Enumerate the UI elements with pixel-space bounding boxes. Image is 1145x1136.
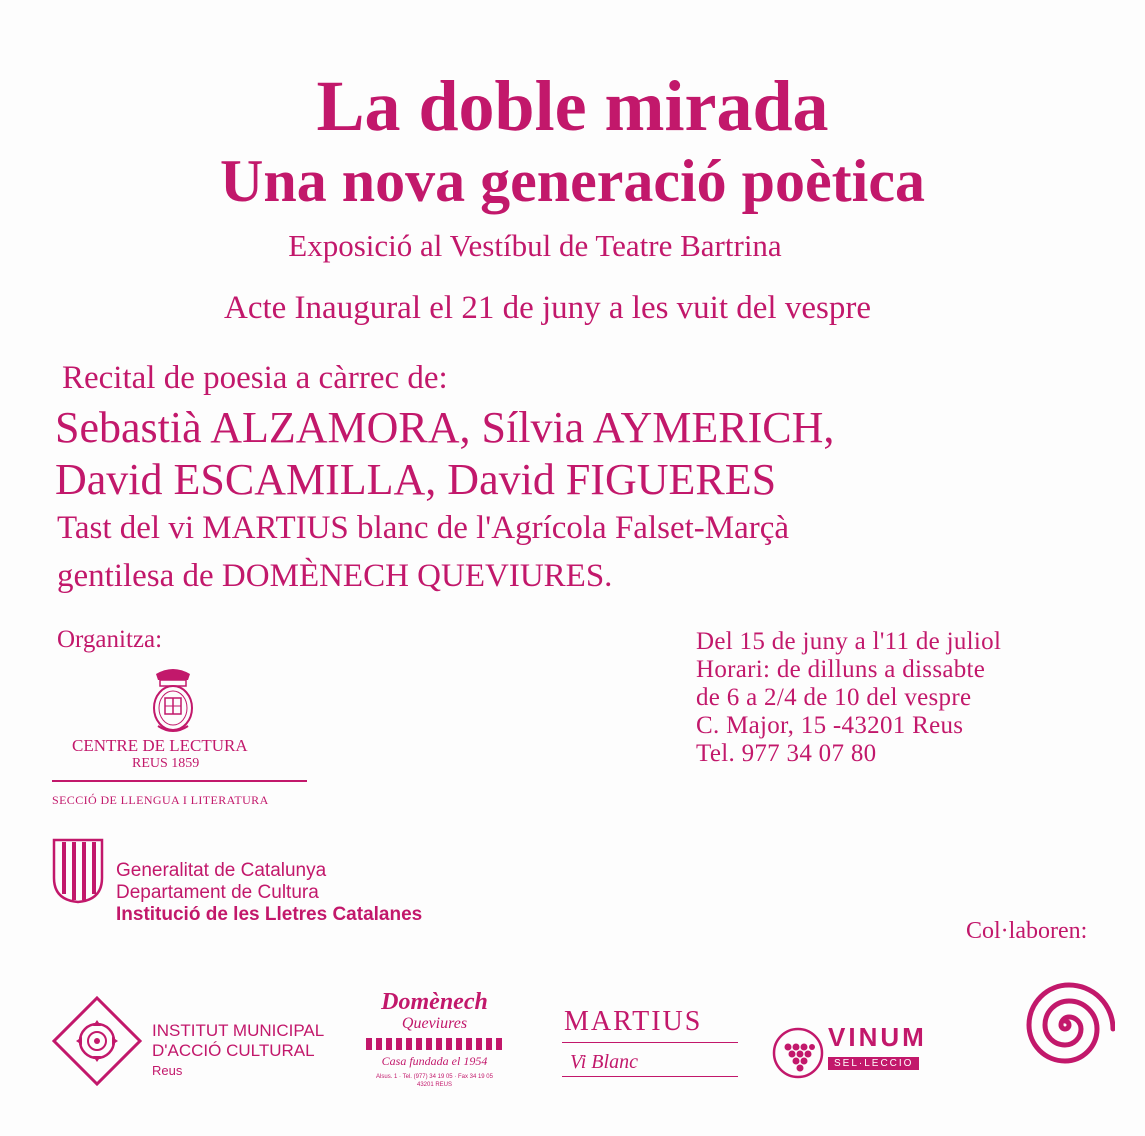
grape-icon	[772, 1027, 824, 1079]
collaborators-label: Col·laboren:	[966, 918, 1088, 944]
divider	[562, 1076, 738, 1077]
exhibition-venue: Exposició al Vestíbul de Teatre Bartrina	[288, 228, 782, 263]
centre-de-lectura-year: REUS 1859	[132, 756, 200, 771]
domenech-sub: Queviures	[401, 1015, 468, 1032]
imac-rose-icon	[52, 996, 142, 1086]
domenech-logo	[362, 990, 507, 1098]
opening-event: Acte Inaugural el 21 de juny a les vuit del vespre	[224, 290, 871, 326]
wine-tasting-line: Tast del vi MARTIUS blanc de l'Agrícola Falset-Marçà	[57, 510, 790, 546]
domenech-band	[366, 1038, 503, 1050]
divider	[562, 1042, 738, 1043]
centre-de-lectura-name: CENTRE DE LECTURA	[72, 736, 248, 755]
department-line: Departament de Cultura	[116, 882, 319, 903]
domenech-address-city: 43201 REUS	[416, 1082, 453, 1088]
vinum-sub: SEL·LECCIO	[828, 1057, 919, 1070]
generalitat-line: Generalitat de Catalunya	[116, 860, 327, 881]
info-hours-detail: de 6 a 2/4 de 10 del vespre	[696, 684, 972, 711]
spiral-icon	[1015, 975, 1115, 1075]
divider	[52, 780, 307, 782]
generalitat-text	[116, 860, 422, 926]
martius-sub: Vi Blanc	[570, 1051, 638, 1073]
poets-line: David ESCAMILLA, David FIGUERES	[55, 455, 777, 504]
vinum-name: VINUM	[828, 1022, 927, 1052]
info-address: C. Major, 15 -43201 Reus	[696, 712, 964, 739]
organizer-label: Organitza:	[57, 626, 163, 653]
info-hours: Horari: de dilluns a dissabte	[696, 656, 986, 683]
domenech-since: Casa fundada el 1954	[381, 1054, 488, 1068]
domenech-name: Domènech	[381, 989, 488, 1015]
info-phone: Tel. 977 34 07 80	[696, 740, 877, 767]
page-title: La doble mirada	[316, 66, 829, 146]
imac-line: D'ACCIÓ CULTURAL	[152, 1041, 315, 1060]
domenech-address	[362, 1073, 507, 1089]
page-subtitle: Una nova generació poètica	[220, 148, 925, 214]
generalitat-stripes-icon	[52, 838, 104, 904]
domenech-address-line: Alsus. 1 · Tel. (977) 34 19 05 · Fax 34 19 05	[376, 1074, 493, 1080]
wine-sponsor-line: gentilesa de DOMÈNECH QUEVIURES.	[57, 558, 613, 594]
institution-line: Institució de les Lletres Catalanes	[116, 904, 423, 925]
info-dates: Del 15 de juny a l'11 de juliol	[696, 628, 1002, 655]
imac-text	[152, 1021, 324, 1081]
centre-de-lectura-section: SECCIÓ DE LLENGUA I LITERATURA	[52, 793, 269, 807]
martius-logo	[562, 1006, 738, 1077]
centre-de-lectura-crest-icon	[150, 666, 196, 734]
exhibition-info	[696, 628, 1001, 768]
poets-line: Sebastià ALZAMORA, Sílvia AYMERICH,	[55, 403, 835, 452]
vinum-logo	[828, 1022, 927, 1071]
imac-line: INSTITUT MUNICIPAL	[152, 1021, 325, 1040]
imac-city: Reus	[152, 1063, 183, 1078]
recital-intro: Recital de poesia a càrrec de:	[62, 360, 448, 396]
martius-name: MARTIUS	[564, 1006, 703, 1037]
